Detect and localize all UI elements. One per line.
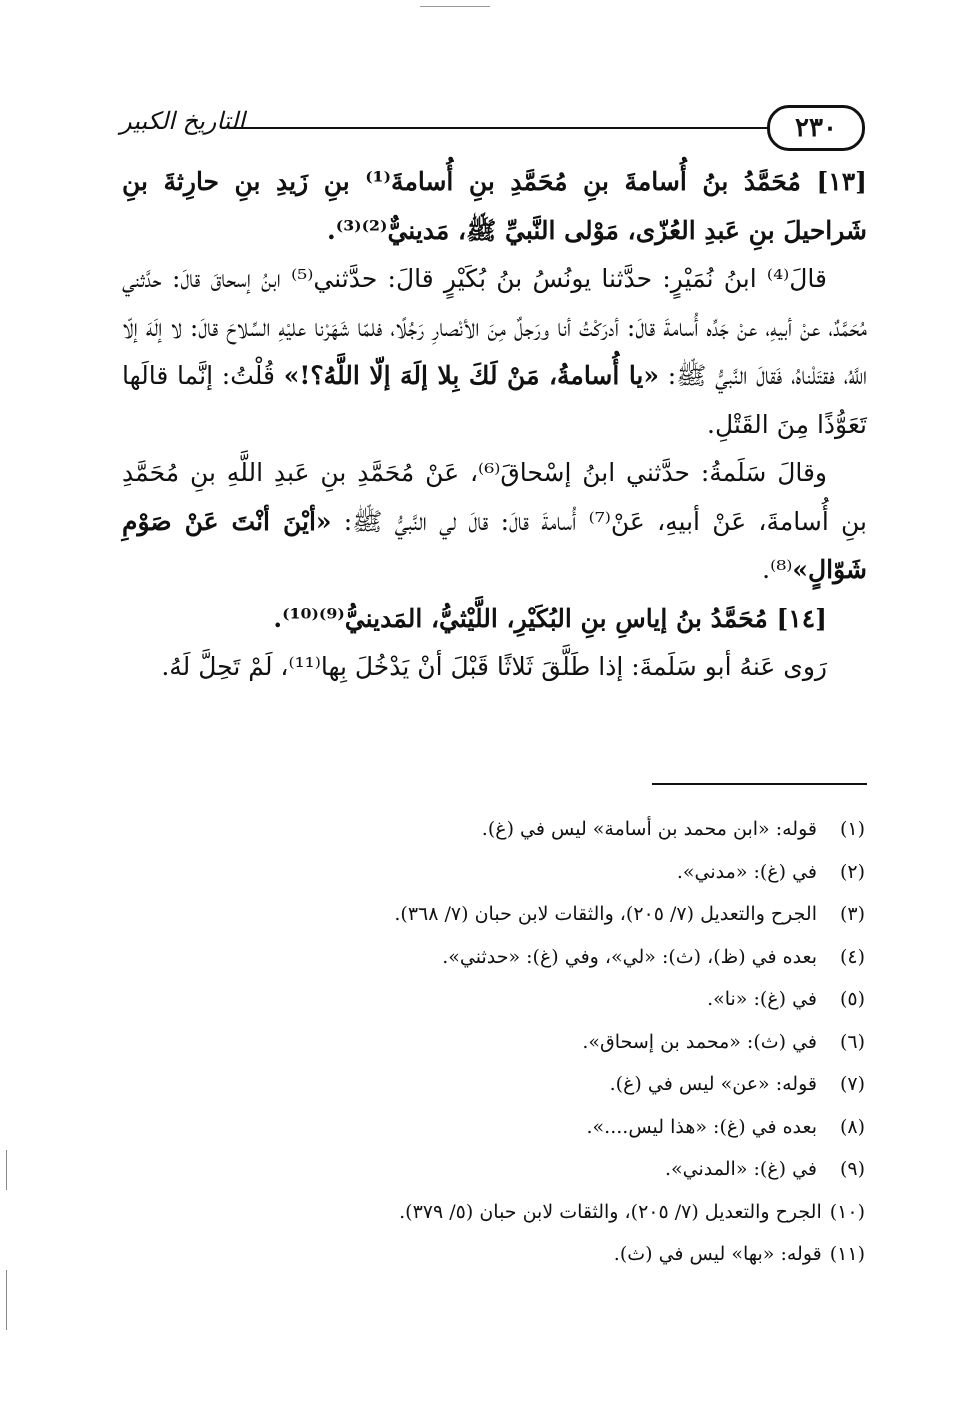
footnote-number: (١) [839,818,865,840]
footnote-item [125,978,865,1021]
entry-13-p2-quote: «أيْنَ أنْتَ عَنْ صَوْمِ شَوّالٍ» [122,506,867,584]
footnote-item [125,893,865,936]
entry-13-paragraph-2 [122,449,867,595]
footnote-number: (٢) [839,860,865,883]
footnote-item [125,851,865,894]
footnote-number: (٦) [839,1030,865,1053]
footnote-number: (١١) [829,1243,865,1265]
page-number-badge: ٢٣٠ [767,105,865,151]
top-edge-rule [420,6,490,7]
footnote-number: (٤) [839,945,865,968]
entry-14-paragraph-1: رَوى عَنهُ أبو سَلَمةَ: إذا طَلَّقَ ثَلاثًا قَبْلَ أنْ يَدْخُلَ بِها⁽¹¹⁾، لَمْ تَحِلَّ لَهُ. [161,652,827,681]
entry-14-title: [١٤] مُحَمَّدُ بنُ إياسِ بنِ البُكَيْرِ، اللَّيْثيُّ، المَدينيُّ⁽⁹⁾⁽¹⁰⁾. [273,603,827,633]
footnote-item [125,1233,865,1276]
entry-13-p1-end: قُلْتُ: إنَّما قالَها تَعَوُّذًا مِنَ القَتْلِ. [122,361,867,439]
footnote-text: في (غ): «مدني». [676,860,817,883]
footnote-number: (١٠) [829,1200,865,1223]
scan-margin-mark [6,1150,7,1190]
footnote-number: (٨) [839,1115,865,1138]
scan-margin-mark [6,1270,7,1330]
footnote-text: الجرح والتعديل (٧/ ٢٠٥)، والثقات لابن حبان (٥/ ٣٧٩). [399,1200,822,1223]
footnote-number: (٣) [839,903,865,925]
footnote-item [125,1148,865,1191]
footnote-number: (٥) [839,988,865,1010]
entry-13-paragraph-1 [122,255,867,449]
footnote-item [125,1191,865,1234]
main-text [122,158,867,692]
footnote-text: في (غ): «المدني». [665,1158,817,1180]
header-rule [230,127,769,129]
footnote-text: قوله: «عن» ليس في (غ). [609,1073,817,1095]
footnote-text: في (غ): «نا». [707,988,817,1010]
footnote-separator [652,783,867,785]
entry-13-p2-end: ⁽⁸⁾. [762,555,793,584]
footnote-number: (٧) [839,1073,865,1095]
footnote-item [125,1021,865,1064]
footnote-text: في (ث): «محمد بن إسحاق». [582,1030,817,1053]
footnote-text: قوله: «ابن محمد بن أسامة» ليس في (غ). [481,818,817,840]
page-header [120,105,865,155]
footnote-text: قوله: «بها» ليس في (ث). [613,1243,822,1265]
footnote-item [125,936,865,979]
footnote-number: (٩) [839,1158,865,1180]
footnote-text: بعده في (غ): «هذا ليس....». [586,1115,817,1138]
footnotes [125,808,865,1276]
footnote-item [125,1106,865,1149]
footnote-item [125,808,865,851]
entry-13-title: [١٣] مُحَمَّدُ بنُ أُسامةَ بنِ مُحَمَّدِ بنِ أُسامةَ⁽¹⁾ بنِ زَيدِ بنِ حارِثةَ بنِ شَراحيلَ بنِ عَبدِ العُزّى، مَوْلى النَّبيِّ ﷺ، مَدينيٌّ⁽²⁾⁽³⁾. [122,167,867,245]
footnote-text: بعده في (ظ)، (ث): «لي»، وفي (غ): «حدثني». [442,945,817,968]
entry-13-p2-text: وقالَ سَلَمةُ: حدَّثني ابنُ إسْحاقَ⁽⁶⁾، عَنْ مُحَمَّدِ بنِ عَبدِ اللَّهِ بنِ مُحَمَّدِ بنِ أُسامةَ، عَنْ أبيهِ، عَنْ⁽⁷⁾ أُسامةَ قالَ: قالَ لي النَّبيُّ ﷺ: [122,458,867,536]
entry-13-p1-quote: «يا أُسامةُ، مَنْ لَكَ بِلا إلَهَ إلّا اللَّهُ؟!» [283,361,660,390]
footnote-item [125,1063,865,1106]
entry-13-p1-text: قالَ⁽⁴⁾ ابنُ نُمَيْرٍ: حدَّثنا يونُسُ بنُ بُكَيْرٍ قالَ: حدَّثني⁽⁵⁾ ابنُ إسحاقَ قالَ: حدَّثني مُحَمَّدٌ، عنْ أبيهِ، عنْ جَدِّه أُسامةَ قالَ: أدرَكْتُ أنا ورَجلٌ مِنَ الأنْصارِ رَجُلًا، فلمّا شَهَرْنا عليْهِ السِّلاحَ قالَ: لا إلَهَ إلّا اللَّهُ، فقتَلْناهُ، فَقالَ النَّبيُّ ﷺ: [122,264,868,390]
running-title: التاريخ الكبير [120,107,245,135]
footnote-text: الجرح والتعديل (٧/ ٢٠٥)، والثقات لابن حبان (٧/ ٣٦٨). [394,903,817,925]
